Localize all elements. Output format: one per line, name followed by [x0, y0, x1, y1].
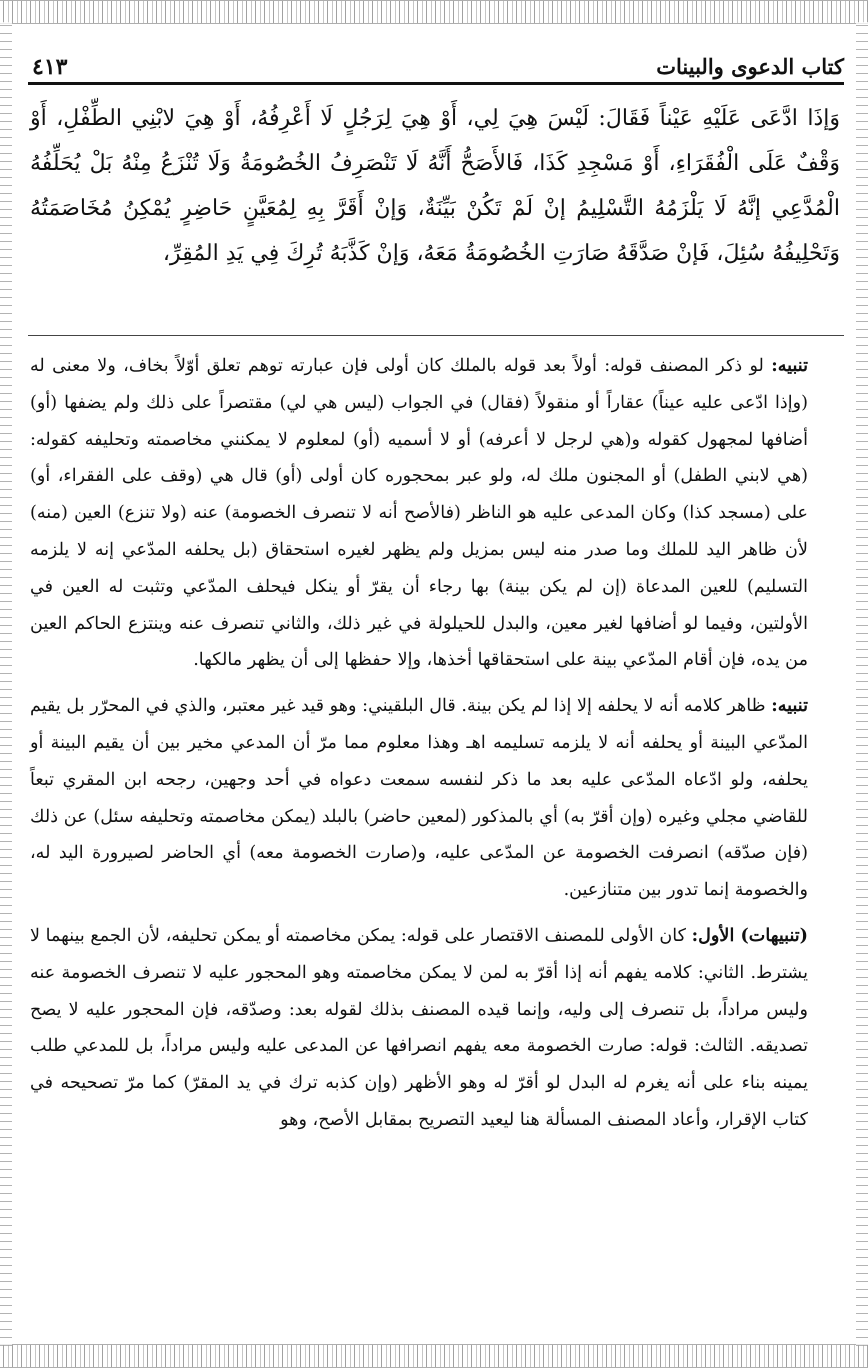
page-number: ٤١٣: [32, 54, 68, 80]
note-heading: (تنبيهات) الأول:: [691, 924, 808, 946]
page-header: [28, 46, 844, 85]
commentary-paragraph-2: [30, 688, 840, 909]
decorative-border-left: [0, 22, 12, 1346]
note-heading: تنبيه:: [771, 695, 808, 717]
commentary-sharh: [30, 348, 840, 1145]
decorative-border-right: [856, 22, 868, 1346]
book-title: كتاب الدعوى والبينات: [656, 54, 844, 79]
note-text: لو ذكر المصنف قوله: أولاً بعد قوله بالملك كان أولى فإن عبارته توهم تعلق أوّلاً بخاف، ولا معنى له (وإذا ادّعى عليه عيناً) عقاراً أو منقولاً (فقال) في الجواب (ليس هي لي) مقتصراً على ذلك ولم يضفها (أو) أضافها لمجهول كقوله و(هي لرجل لا أعرفه) أو لا أسميه (أو) لمعلوم لا يمكنني مخاصمته وتحليفه كقوله: (هي لابني الطفل) أو المجنون ملك له، ولو عبر بمحجوره كان أولى (أو) قال هي (وقف على الفقراء، أو) على (مسجد كذا) وكان المدعى عليه هو الناظر (فالأصح أنه لا تنصرف الخصومة) عنه (ولا تنزع) العين (منه) لأن ظاهر اليد للملك وما صدر منه ليس بمزيل ولم يظهر لغيره استحقاق (بل يحلفه المدّعي إنه لا يلزمه التسليم) للعين المدعاة (إن لم يكن بينة) بها رجاء أن يقرّ أو ينكل فيحلف المدّعي وتثبت له العين في الأولتين، وفيما لو أضافها لغير معين، والبدل للحيلولة في غير ذلك، والثاني تنصرف عنه وينتزع الحاكم العين من يده، فإن أقام المدّعي بينة على استحقاقها أخذها، وإلا حفظها إلى أن يظهر مالكها.: [30, 356, 808, 671]
commentary-paragraph-3: [30, 918, 840, 1139]
commentary-paragraph-1: [30, 348, 840, 679]
note-text: ظاهر كلامه أنه لا يحلفه إلا إذا لم يكن بينة. قال البلقيني: وهو قيد غير معتبر، والذي في المحرّر بل يقيم المدّعي البينة أو يحلفه أنه لا يلزمه تسليمه اهـ وهذا معلوم مما مرّ أن المدعي مخير بين أن يقيم البينة أو يحلفه، ولو ادّعاه المدّعى عليه بعد ما ذكر لنفسه سمعت دعواه في أحد وجهين، رجحه ابن المقري تبعاً للقاضي مجلي وغيره (وإن أقرّ به) أي بالمذكور (لمعين حاضر) بالبلد (يمكن مخاصمته وتحليفه سئل) عن ذلك (فإن صدّقه) انصرفت الخصومة عن المدّعى عليه، و(صارت الخصومة معه) أي الحاضر لصيرورة اليد له، والخصومة إنما تدور بين متنازعين.: [30, 696, 808, 901]
decorative-border-bottom: [0, 1344, 868, 1368]
section-divider: [28, 335, 844, 336]
main-text-matn: وَإذَا ادَّعَى عَلَيْهِ عَيْناً فَقَالَ: لَيْسَ هِيَ لِي، أَوْ هِيَ لِرَجُلٍ لَا أَعْرِفُهُ، أَوْ هِيَ لابْنِي الطِّفْلِ، أَوْ وَقْفٌ عَلَى الْفُقَرَاءِ، أَوْ مَسْجِدِ كَذَا، فَالأَصَحُّ أَنَّهُ لَا تَنْصَرِفُ الخُصُومَةُ وَلَا تُنْزَعُ مِنْهُ بَلْ يُحَلِّفُهُ الْمُدَّعِي إنَّهُ لَا يَلْزَمُهُ التَّسْلِيمُ إنْ لَمْ تَكُنْ بَيِّنَةٌ، وَإنْ أَقَرَّ بِهِ لِمُعَيَّنٍ حَاضِرٍ يُمْكِنُ مُخَاصَمَتُهُ وَتَحْلِيفُهُ سُئِلَ، فَإنْ صَدَّقَهُ صَارَتِ الخُصُومَةُ مَعَهُ، وَإنْ كَذَّبَهُ تُرِكَ فِي يَدِ المُقِرِّ،: [30, 106, 840, 266]
note-heading: تنبيه:: [771, 355, 808, 376]
note-text: كان الأولى للمصنف الاقتصار على قوله: يمكن مخاصمته أو يمكن تحليفه، لأن الجمع بينهما لا يشترط. الثاني: كلامه يفهم أنه إذا أقرّ به لمن لا يمكن مخاصمته وهو المحجور عليه لا تنصرف الخصومة عنه وليس مراداً، بل تنصرف إلى وليه، وإنما قيده المصنف بذلك لقوله بعد: وصدّقه، فإن المحجور عليه لا يصح تصديقه. الثالث: قوله: صارت الخصومة معه يفهم انصرافها عن المدعى عليه وليس مراداً، بل للمدعي طلب يمينه بناء على أنه يغرم له البدل لو أقرّ له وهو الأظهر (وإن كذبه ترك في يد المقرّ) كما مرّ تصحيحه في كتاب الإقرار، وأعاد المصنف المسألة هنا ليعيد التصريح بمقابل الأصح، وهو: [30, 925, 809, 1130]
decorative-border-top: [0, 0, 868, 24]
